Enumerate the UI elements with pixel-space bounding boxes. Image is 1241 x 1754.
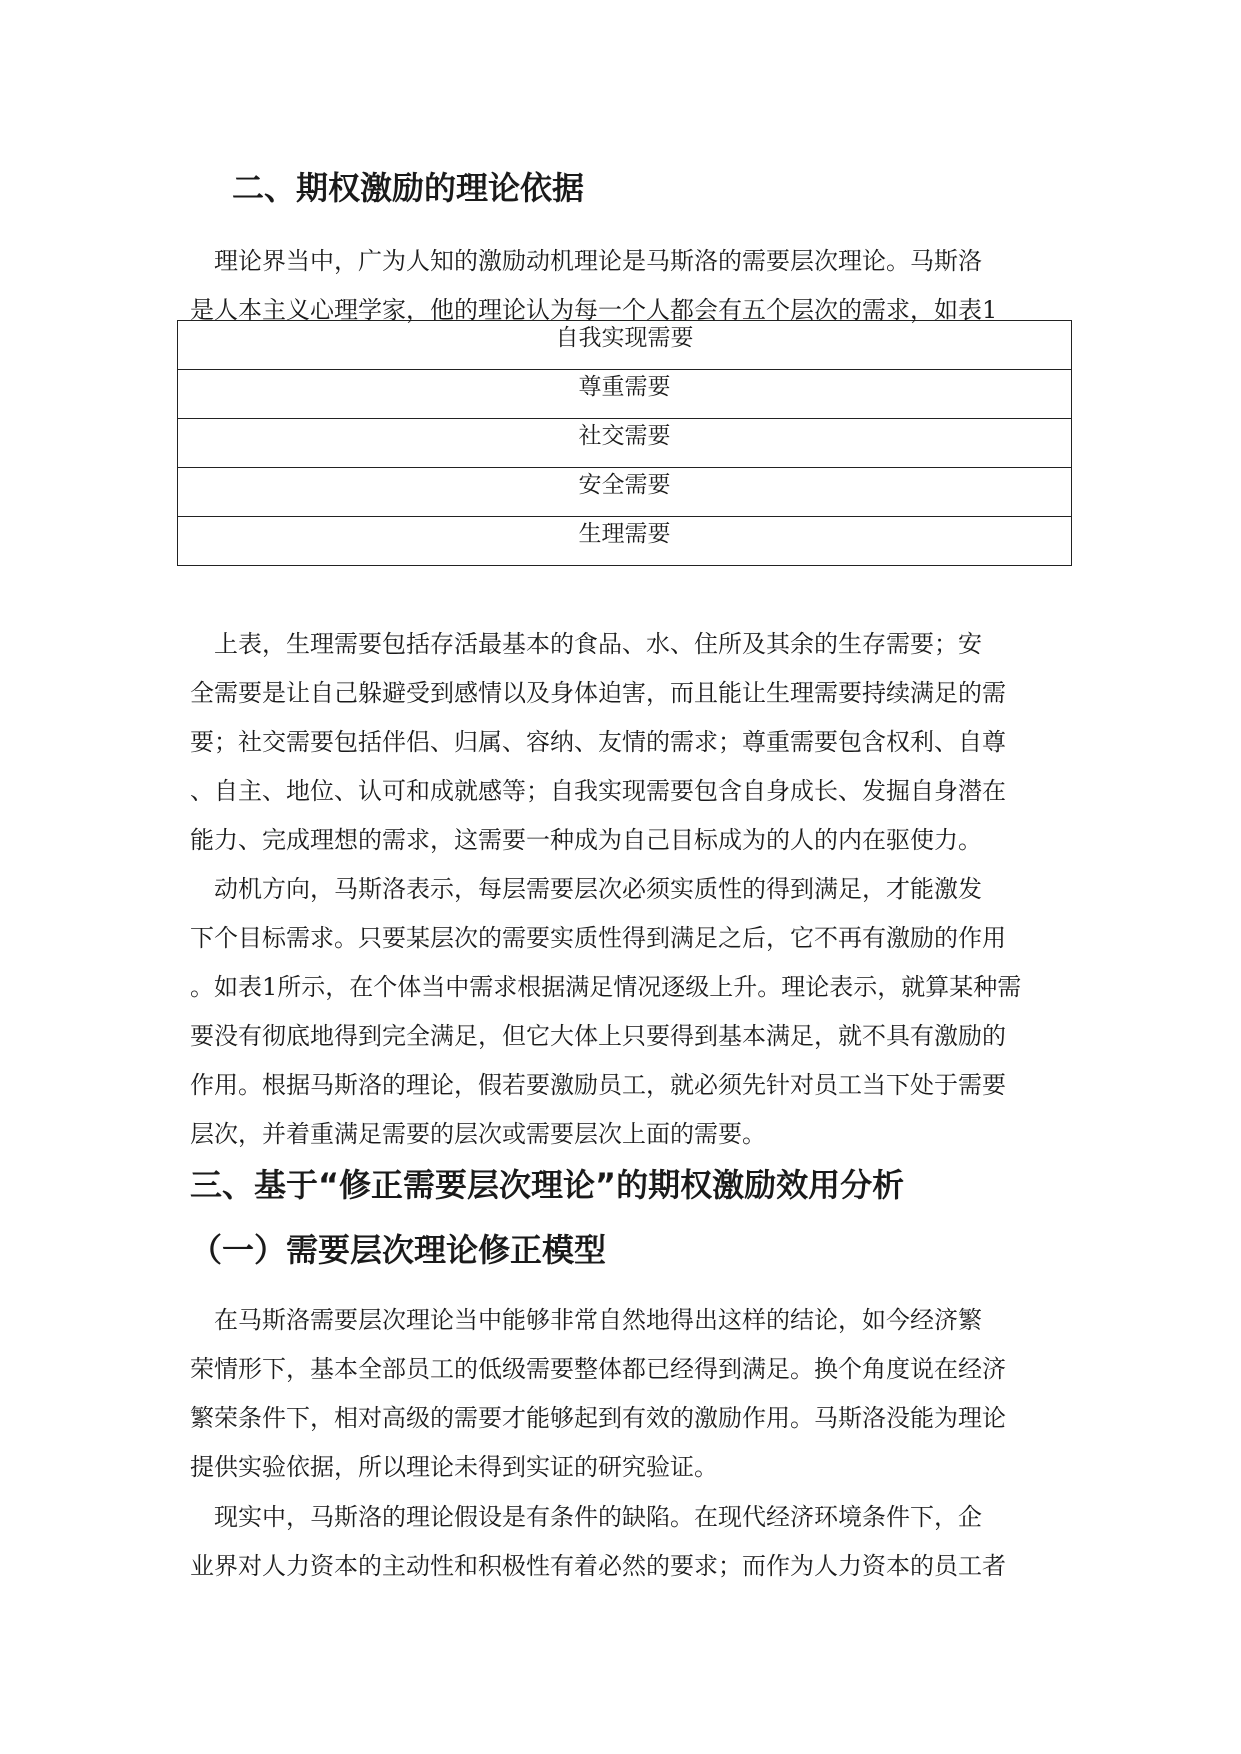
text-line: 能力、完成理想的需求，这需要一种成为自己目标成为的人的内在驱使力。 [190, 826, 982, 854]
text-line: 要没有彻底地得到完全满足，但它大体上只要得到基本满足，就不具有激励的 [190, 1022, 1006, 1050]
table-cell: 尊重需要 [178, 370, 1072, 419]
text-line: 、自主、地位、认可和成就感等；自我实现需要包含自身成长、发掘自身潜在 [190, 777, 1006, 805]
text-line: 要；社交需要包括伴侣、归属、容纳、友情的需求；尊重需要包含权利、自尊 [190, 728, 1006, 756]
text-line: 动机方向，马斯洛表示，每层需要层次必须实质性的得到满足，才能激发 [190, 875, 982, 903]
section-3-subheading-1: （一）需要层次理论修正模型 [190, 1231, 607, 1269]
text-line: 提供实验依据，所以理论未得到实证的研究验证。 [190, 1453, 718, 1481]
table-row [178, 370, 1072, 419]
table-cell: 安全需要 [178, 468, 1072, 517]
text-line: 是人本主义心理学家，他的理论认为每一个人都会有五个层次的需求，如表1 [190, 296, 998, 324]
table-row [178, 517, 1072, 566]
text-line: 全需要是让自己躲避受到感情以及身体迫害，而且能让生理需要持续满足的需 [190, 679, 1006, 707]
text-line: 上表，生理需要包括存活最基本的食品、水、住所及其余的生存需要；安 [190, 630, 982, 658]
text-line: 作用。根据马斯洛的理论，假若要激励员工，就必须先针对员工当下处于需要 [190, 1071, 1006, 1099]
table-row [178, 321, 1072, 370]
needs-hierarchy-table [177, 320, 1072, 566]
text-line: 层次，并着重满足需要的层次或需要层次上面的需要。 [190, 1120, 766, 1148]
section-2-paragraph-3 [190, 865, 1070, 1159]
section-3-heading: 三、基于“修正需要层次理论”的期权激励效用分析 [190, 1166, 905, 1204]
text-line: 在马斯洛需要层次理论当中能够非常自然地得出这样的结论，如今经济繁 [190, 1306, 982, 1334]
text-line: 理论界当中，广为人知的激励动机理论是马斯洛的需要层次理论。马斯洛 [190, 247, 982, 275]
text-line: 业界对人力资本的主动性和积极性有着必然的要求；而作为人力资本的员工者 [190, 1552, 1006, 1580]
section-3-paragraph-2 [190, 1493, 1070, 1591]
section-3-paragraph-1 [190, 1296, 1070, 1492]
section-2-paragraph-2 [190, 620, 1070, 865]
text-line: 。如表1所示，在个体当中需求根据满足情况逐级上升。理论表示，就算某种需 [190, 973, 1022, 1001]
table-cell: 自我实现需要 [178, 321, 1072, 370]
table-cell: 生理需要 [178, 517, 1072, 566]
text-line: 繁荣条件下，相对高级的需要才能够起到有效的激励作用。马斯洛没能为理论 [190, 1404, 1006, 1432]
text-line: 现实中，马斯洛的理论假设是有条件的缺陷。在现代经济环境条件下，企 [190, 1503, 982, 1531]
table-cell: 社交需要 [178, 419, 1072, 468]
table-row [178, 419, 1072, 468]
table-row [178, 468, 1072, 517]
section-2-heading: 二、期权激励的理论依据 [232, 169, 585, 207]
text-line: 荣情形下，基本全部员工的低级需要整体都已经得到满足。换个角度说在经济 [190, 1355, 1006, 1383]
text-line: 下个目标需求。只要某层次的需要实质性得到满足之后，它不再有激励的作用 [190, 924, 1006, 952]
